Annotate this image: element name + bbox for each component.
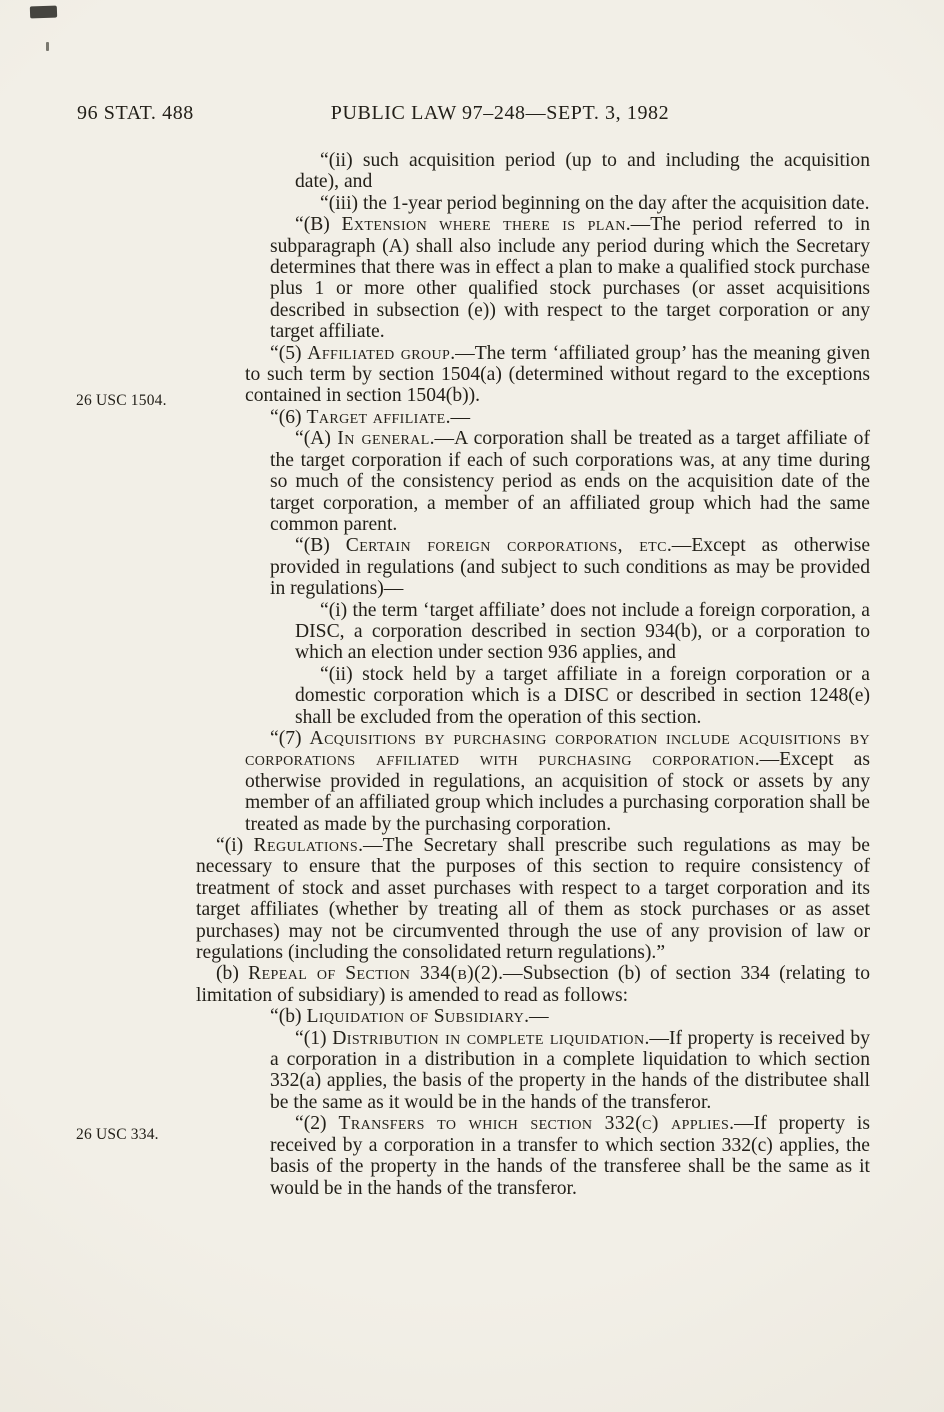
paragraph-text: “(iii) the 1-year period beginning on the day after the acquisition date. <box>320 192 870 214</box>
paragraph-text: .—The period referred to in subparagraph (A) shall also include any period during which the Secretary determines that there was in effect a plan to make a qualified stock purchase plus 1 or more other qualified stock purchases (or asset acquisitions described in subsection (e)) with respect to the target corporation or any target affiliate. <box>270 214 870 343</box>
scan-artifact <box>30 6 57 19</box>
paragraph-text: .—If property is received by a corporation in a distribution in a complete liquidation to which section 332(a) applies, the basis of the property in the hands of the distributee shall be the same as it would be in the hands of the transferor. <box>270 1027 870 1113</box>
paragraph-text: “(6) <box>270 406 307 428</box>
statute-paragraph <box>295 150 870 193</box>
paragraph-text: “(i) the term ‘target affiliate’ does not include a foreign corporation, a DISC, a corporation described in section 934(b), or a corporation to which an election under section 936 applies, and <box>295 599 870 664</box>
paragraph-text: “(b) <box>270 1006 307 1028</box>
small-caps-heading: Affiliated group <box>307 342 451 364</box>
statute-paragraph <box>270 428 870 535</box>
statute-paragraph <box>270 1028 870 1114</box>
law-title: PUBLIC LAW 97–248—SEPT. 3, 1982 <box>330 102 670 124</box>
small-caps-heading: Transfers to which section 332(c) applies <box>338 1113 730 1135</box>
paragraph-text: .— <box>445 406 471 428</box>
small-caps-heading: Liquidation of Subsidiary <box>306 1006 525 1028</box>
paragraph-text: .— <box>524 1006 549 1028</box>
paragraph-text: “(ii) such acquisition period (up to and including the acquisition date), and <box>295 150 870 193</box>
paragraph-text: (b) <box>216 963 249 985</box>
statute-paragraph <box>270 535 870 599</box>
paragraph-text: .—If property is received by a corporation in a transfer to which section 332(c) applies, the basis of the property in the hands of the transferee shall be the same as it would be in the hands of the transferor. <box>270 1113 870 1199</box>
paragraph-text: .—The term ‘affiliated group’ has the meaning given to such term by section 1504(a) (determined without regard to the exceptions contained in section 1504(b)). <box>245 342 870 407</box>
paragraph-text: “(B) <box>295 214 342 236</box>
statute-paragraph <box>295 193 870 214</box>
paragraph-text: .—Except as otherwise provided in regulations (and subject to such conditions as may be provided in regulations)— <box>270 535 871 600</box>
statute-paragraph <box>245 407 870 428</box>
small-caps-heading: Extension where there is plan <box>341 214 626 236</box>
statute-paragraph <box>270 214 870 342</box>
paragraph-text: .—Except as otherwise provided in regulations, an acquisition of stock or assets by any member of an affiliated group which includes a purchasing corporation shall be treated as made by the purchasing corporation. <box>245 749 870 835</box>
small-caps-heading: Acquisitions by purchasing corporation include acquisitions by corporations affiliated with purchasing corporation <box>245 727 870 771</box>
statute-paragraph <box>295 600 870 664</box>
paragraph-text: .—Subsection (b) of section 334 (relating to limitation of subsidiary) is amended to read as follows: <box>196 963 871 1006</box>
statute-paragraph <box>245 1006 870 1027</box>
paragraph-text: .—The Secretary shall prescribe such regulations as may be necessary to ensure that the purposes of this section to require consistency of treatment of stock and asset purchases with respect to a target corporation and its target affiliates (whether by treating all of them as stock purchases or as asset purchases) may not be circumvented through the use of any provision of law or regulations (including the consolidated return regulations).” <box>196 835 871 964</box>
paragraph-text: “(ii) stock held by a target affiliate in a foreign corporation or a domestic corporation which is a DISC or described in section 1248(e) shall be excluded from the operation of this section. <box>295 663 870 728</box>
statute-paragraph <box>245 728 870 835</box>
statute-paragraph <box>245 343 870 407</box>
paragraph-text: “(A) <box>295 428 338 450</box>
statute-paragraph <box>196 835 870 963</box>
paragraph-text: “(7) <box>270 727 310 749</box>
paragraph-text: .—A corporation shall be treated as a target affiliate of the target corporation if each of such corporations was, at any time during so much of the consistency period as ends on the acquisition date of the target corporation, a member of an affiliated group which had the same common parent. <box>270 428 871 535</box>
margin-note-usc-1504: 26 USC 1504. <box>76 392 167 409</box>
small-caps-heading: Regulations <box>253 835 359 856</box>
small-caps-heading: In general <box>337 428 430 450</box>
stat-page-number: 96 STAT. 488 <box>77 102 194 124</box>
paragraph-text: “(2) <box>295 1113 339 1135</box>
small-caps-heading: Repeal of Section 334(b)(2) <box>248 963 499 985</box>
statute-paragraph <box>270 1113 870 1199</box>
small-caps-heading: Distribution in complete liquidation <box>332 1027 645 1049</box>
paragraph-text: “(5) <box>270 342 308 364</box>
statute-paragraph <box>196 963 870 1006</box>
small-caps-heading: Target affiliate <box>306 406 446 428</box>
paragraph-text: “(i) <box>216 835 254 856</box>
paragraph-text: “(1) <box>295 1027 333 1049</box>
scan-artifact <box>46 42 49 51</box>
statute-body <box>196 150 870 1199</box>
margin-note-usc-334: 26 USC 334. <box>76 1126 159 1143</box>
small-caps-heading: Certain foreign corporations, etc <box>345 535 667 557</box>
statute-paragraph <box>295 664 870 728</box>
paragraph-text: “(B) <box>295 535 346 557</box>
